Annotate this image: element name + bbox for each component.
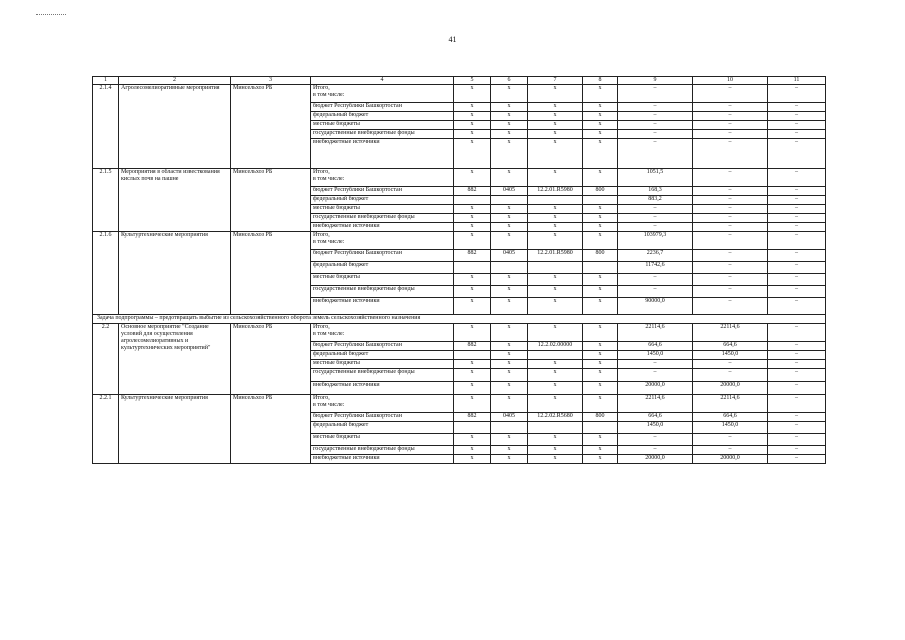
value-cell-c9: –: [618, 214, 693, 223]
value-cell-c11: –: [768, 205, 826, 214]
value-cell-c7: x: [528, 103, 583, 112]
value-cell-c5: x: [454, 130, 491, 139]
value-cell-c9: –: [618, 434, 693, 446]
value-cell-c9: 22114,6: [618, 395, 693, 413]
value-cell-c11: –: [768, 351, 826, 360]
value-cell-c7: 12.2.01.R5980: [528, 250, 583, 262]
value-cell-c11: –: [768, 121, 826, 130]
value-cell-c6: x: [491, 85, 528, 103]
value-cell-c7: x: [528, 169, 583, 187]
header-row: [93, 77, 826, 85]
value-cell-c10: 664,6: [693, 413, 768, 422]
value-cell-c10: –: [693, 112, 768, 121]
value-cell-c9: 664,6: [618, 342, 693, 351]
value-cell-c5: x: [454, 286, 491, 298]
funding-source-label: Итого, в том числе:: [311, 169, 454, 187]
value-cell-c8: x: [583, 324, 618, 342]
value-cell-c7: x: [528, 214, 583, 223]
value-cell-c11: –: [768, 382, 826, 395]
value-cell-c11: –: [768, 360, 826, 369]
value-cell-c7: x: [528, 205, 583, 214]
value-cell-c10: –: [693, 130, 768, 139]
value-cell-c8: x: [583, 286, 618, 298]
value-cell-c5: x: [454, 324, 491, 342]
value-cell-c7: x: [528, 395, 583, 413]
value-cell-c8: x: [583, 130, 618, 139]
value-cell-c8: x: [583, 455, 618, 464]
value-cell-c9: –: [618, 112, 693, 121]
value-cell-c11: –: [768, 250, 826, 262]
value-cell-c10: 1450,0: [693, 422, 768, 434]
value-cell-c11: –: [768, 223, 826, 232]
table-row: [93, 232, 826, 250]
funding-source-label: бюджет Республики Башкортостан: [311, 250, 454, 262]
value-cell-c6: 0405: [491, 413, 528, 422]
header-cell: 10: [693, 77, 768, 85]
section-name: Культуртехнические мероприятия: [119, 395, 231, 464]
value-cell-c6: x: [491, 139, 528, 169]
value-cell-c11: –: [768, 446, 826, 455]
header-cell: 2: [119, 77, 231, 85]
value-cell-c10: –: [693, 250, 768, 262]
value-cell-c5: x: [454, 455, 491, 464]
value-cell-c10: –: [693, 369, 768, 382]
value-cell-c10: 22114,6: [693, 324, 768, 342]
funding-source-label: федеральный бюджет: [311, 262, 454, 274]
value-cell-c7: x: [528, 85, 583, 103]
funding-source-label: государственные внебюджетные фонды: [311, 446, 454, 455]
value-cell-c7: x: [528, 121, 583, 130]
value-cell-c8: x: [583, 369, 618, 382]
table-row: [93, 324, 826, 342]
section-code: 2.1.4: [93, 85, 119, 169]
value-cell-c8: 800: [583, 250, 618, 262]
value-cell-c8: [583, 262, 618, 274]
table-row: [93, 395, 826, 413]
header-cell: 11: [768, 77, 826, 85]
funding-source-label: федеральный бюджет: [311, 196, 454, 205]
funding-source-label: Итого, в том числе:: [311, 85, 454, 103]
value-cell-c5: 882: [454, 250, 491, 262]
page-number: 41: [448, 35, 457, 44]
value-cell-c10: –: [693, 232, 768, 250]
funding-source-label: местные бюджеты: [311, 434, 454, 446]
value-cell-c10: –: [693, 446, 768, 455]
funding-source-label: государственные внебюджетные фонды: [311, 286, 454, 298]
value-cell-c6: x: [491, 351, 528, 360]
value-cell-c11: –: [768, 130, 826, 139]
value-cell-c6: 0405: [491, 187, 528, 196]
value-cell-c6: x: [491, 232, 528, 250]
value-cell-c10: –: [693, 103, 768, 112]
value-cell-c8: x: [583, 205, 618, 214]
value-cell-c9: –: [618, 360, 693, 369]
value-cell-c11: –: [768, 434, 826, 446]
value-cell-c8: x: [583, 446, 618, 455]
value-cell-c10: –: [693, 286, 768, 298]
funding-source-label: местные бюджеты: [311, 274, 454, 286]
funding-source-label: местные бюджеты: [311, 121, 454, 130]
value-cell-c10: –: [693, 196, 768, 205]
task-row: [93, 315, 826, 324]
value-cell-c10: –: [693, 205, 768, 214]
value-cell-c7: 12.2.02.00000: [528, 342, 583, 351]
value-cell-c11: –: [768, 369, 826, 382]
value-cell-c11: –: [768, 196, 826, 205]
funding-source-label: местные бюджеты: [311, 205, 454, 214]
value-cell-c5: [454, 196, 491, 205]
value-cell-c9: 664,6: [618, 413, 693, 422]
value-cell-c8: x: [583, 103, 618, 112]
value-cell-c11: –: [768, 262, 826, 274]
value-cell-c11: –: [768, 395, 826, 413]
section-name: Агролесомелиоративные мероприятия: [119, 85, 231, 169]
value-cell-c8: x: [583, 169, 618, 187]
value-cell-c11: –: [768, 214, 826, 223]
section-executor: Минсельхоз РБ: [231, 169, 311, 232]
value-cell-c11: –: [768, 286, 826, 298]
value-cell-c6: x: [491, 382, 528, 395]
value-cell-c11: –: [768, 169, 826, 187]
funding-source-label: государственные внебюджетные фонды: [311, 130, 454, 139]
value-cell-c10: 20000,0: [693, 382, 768, 395]
value-cell-c7: 12.2.02.R5680: [528, 413, 583, 422]
value-cell-c11: –: [768, 112, 826, 121]
value-cell-c5: x: [454, 139, 491, 169]
value-cell-c7: x: [528, 223, 583, 232]
value-cell-c6: x: [491, 169, 528, 187]
funding-source-label: государственные внебюджетные фонды: [311, 369, 454, 382]
funding-source-label: федеральный бюджет: [311, 422, 454, 434]
value-cell-c6: x: [491, 103, 528, 112]
value-cell-c8: x: [583, 121, 618, 130]
value-cell-c6: [491, 262, 528, 274]
value-cell-c6: x: [491, 434, 528, 446]
funding-source-label: бюджет Республики Башкортостан: [311, 342, 454, 351]
header-cell: 6: [491, 77, 528, 85]
value-cell-c9: –: [618, 85, 693, 103]
value-cell-c5: [454, 422, 491, 434]
value-cell-c8: x: [583, 214, 618, 223]
value-cell-c5: [454, 262, 491, 274]
value-cell-c9: 11742,6: [618, 262, 693, 274]
value-cell-c9: –: [618, 274, 693, 286]
value-cell-c8: x: [583, 382, 618, 395]
value-cell-c7: [528, 422, 583, 434]
value-cell-c6: x: [491, 446, 528, 455]
section-code: 2.2.1: [93, 395, 119, 464]
value-cell-c5: x: [454, 395, 491, 413]
value-cell-c9: 883,2: [618, 196, 693, 205]
value-cell-c10: –: [693, 121, 768, 130]
value-cell-c9: –: [618, 369, 693, 382]
section-executor: Минсельхоз РБ: [231, 395, 311, 464]
value-cell-c5: x: [454, 298, 491, 315]
value-cell-c7: x: [528, 286, 583, 298]
value-cell-c7: [528, 351, 583, 360]
value-cell-c8: 800: [583, 187, 618, 196]
funding-source-label: государственные внебюджетные фонды: [311, 214, 454, 223]
value-cell-c7: x: [528, 298, 583, 315]
value-cell-c7: x: [528, 446, 583, 455]
value-cell-c5: x: [454, 205, 491, 214]
value-cell-c7: x: [528, 382, 583, 395]
value-cell-c5: x: [454, 112, 491, 121]
value-cell-c10: –: [693, 214, 768, 223]
value-cell-c11: –: [768, 103, 826, 112]
funding-source-label: бюджет Республики Башкортостан: [311, 413, 454, 422]
value-cell-c7: x: [528, 360, 583, 369]
value-cell-c6: x: [491, 369, 528, 382]
funding-source-label: внебюджетные источники: [311, 223, 454, 232]
task-text: Задача подпрограммы – предотвращать выбытие из сельскохозяйственного оборота земель сельскохозяйственного назначения: [93, 315, 826, 324]
value-cell-c8: x: [583, 274, 618, 286]
value-cell-c10: –: [693, 434, 768, 446]
section-code: 2.1.6: [93, 232, 119, 315]
value-cell-c10: –: [693, 262, 768, 274]
value-cell-c7: x: [528, 232, 583, 250]
value-cell-c6: x: [491, 324, 528, 342]
value-cell-c5: x: [454, 434, 491, 446]
value-cell-c5: 882: [454, 187, 491, 196]
value-cell-c9: –: [618, 103, 693, 112]
funding-source-label: Итого, в том числе:: [311, 232, 454, 250]
value-cell-c5: x: [454, 446, 491, 455]
funding-source-label: бюджет Республики Башкортостан: [311, 103, 454, 112]
value-cell-c9: 2236,7: [618, 250, 693, 262]
value-cell-c10: –: [693, 169, 768, 187]
value-cell-c9: 1450,0: [618, 422, 693, 434]
value-cell-c11: –: [768, 413, 826, 422]
value-cell-c7: x: [528, 274, 583, 286]
value-cell-c9: 20000,0: [618, 455, 693, 464]
value-cell-c11: –: [768, 298, 826, 315]
value-cell-c11: –: [768, 232, 826, 250]
value-cell-c6: x: [491, 130, 528, 139]
value-cell-c7: [528, 262, 583, 274]
value-cell-c11: –: [768, 342, 826, 351]
value-cell-c7: 12.2.01.R5980: [528, 187, 583, 196]
funding-source-label: внебюджетные источники: [311, 382, 454, 395]
value-cell-c9: 1450,0: [618, 351, 693, 360]
value-cell-c8: x: [583, 223, 618, 232]
section-executor: Минсельхоз РБ: [231, 232, 311, 315]
value-cell-c9: –: [618, 286, 693, 298]
value-cell-c8: x: [583, 351, 618, 360]
value-cell-c8: x: [583, 139, 618, 169]
value-cell-c7: x: [528, 139, 583, 169]
value-cell-c9: –: [618, 130, 693, 139]
value-cell-c5: x: [454, 103, 491, 112]
value-cell-c7: x: [528, 434, 583, 446]
value-cell-c11: –: [768, 274, 826, 286]
value-cell-c11: –: [768, 85, 826, 103]
value-cell-c11: –: [768, 187, 826, 196]
value-cell-c8: x: [583, 360, 618, 369]
value-cell-c6: x: [491, 223, 528, 232]
value-cell-c11: –: [768, 324, 826, 342]
value-cell-c8: x: [583, 85, 618, 103]
table-body: [93, 85, 826, 464]
header-cell: 5: [454, 77, 491, 85]
value-cell-c8: x: [583, 112, 618, 121]
value-cell-c10: –: [693, 139, 768, 169]
value-cell-c5: x: [454, 369, 491, 382]
value-cell-c9: –: [618, 446, 693, 455]
value-cell-c8: x: [583, 342, 618, 351]
header-cell: 4: [311, 77, 454, 85]
value-cell-c10: 1450,0: [693, 351, 768, 360]
value-cell-c5: [454, 351, 491, 360]
value-cell-c6: x: [491, 395, 528, 413]
value-cell-c6: x: [491, 214, 528, 223]
value-cell-c6: [491, 422, 528, 434]
value-cell-c8: x: [583, 298, 618, 315]
scan-mark: [36, 14, 66, 15]
value-cell-c5: x: [454, 232, 491, 250]
value-cell-c10: –: [693, 360, 768, 369]
funding-source-label: федеральный бюджет: [311, 351, 454, 360]
value-cell-c5: x: [454, 274, 491, 286]
value-cell-c8: [583, 422, 618, 434]
header-cell: 7: [528, 77, 583, 85]
value-cell-c6: x: [491, 286, 528, 298]
value-cell-c6: x: [491, 274, 528, 286]
section-name: Культуртехнические мероприятия: [119, 232, 231, 315]
value-cell-c10: 20000,0: [693, 455, 768, 464]
value-cell-c5: 882: [454, 413, 491, 422]
funding-source-label: внебюджетные источники: [311, 455, 454, 464]
section-code: 2.1.5: [93, 169, 119, 232]
value-cell-c9: 20000,0: [618, 382, 693, 395]
value-cell-c11: –: [768, 455, 826, 464]
value-cell-c11: –: [768, 422, 826, 434]
funding-source-label: внебюджетные источники: [311, 298, 454, 315]
value-cell-c9: 1051,5: [618, 169, 693, 187]
value-cell-c9: –: [618, 121, 693, 130]
value-cell-c6: x: [491, 205, 528, 214]
value-cell-c10: –: [693, 274, 768, 286]
budget-table: [92, 76, 826, 464]
header-cell: 9: [618, 77, 693, 85]
value-cell-c5: 882: [454, 342, 491, 351]
value-cell-c7: [528, 196, 583, 205]
value-cell-c10: 664,6: [693, 342, 768, 351]
value-cell-c10: –: [693, 85, 768, 103]
value-cell-c7: x: [528, 455, 583, 464]
value-cell-c5: x: [454, 121, 491, 130]
value-cell-c9: –: [618, 139, 693, 169]
value-cell-c7: x: [528, 369, 583, 382]
value-cell-c10: –: [693, 187, 768, 196]
value-cell-c5: x: [454, 360, 491, 369]
value-cell-c8: [583, 196, 618, 205]
value-cell-c11: –: [768, 139, 826, 169]
funding-source-label: Итого, в том числе:: [311, 395, 454, 413]
value-cell-c9: 22114,6: [618, 324, 693, 342]
section-executor: Минсельхоз РБ: [231, 324, 311, 395]
value-cell-c5: x: [454, 214, 491, 223]
value-cell-c7: x: [528, 130, 583, 139]
table-row: [93, 85, 826, 103]
value-cell-c6: [491, 196, 528, 205]
funding-source-label: Итого, в том числе:: [311, 324, 454, 342]
value-cell-c5: x: [454, 85, 491, 103]
value-cell-c6: x: [491, 342, 528, 351]
value-cell-c8: x: [583, 232, 618, 250]
value-cell-c9: –: [618, 205, 693, 214]
funding-source-label: федеральный бюджет: [311, 112, 454, 121]
funding-source-label: внебюджетные источники: [311, 139, 454, 169]
value-cell-c6: 0405: [491, 250, 528, 262]
value-cell-c6: x: [491, 112, 528, 121]
value-cell-c8: x: [583, 395, 618, 413]
value-cell-c10: 22114,6: [693, 395, 768, 413]
value-cell-c6: x: [491, 121, 528, 130]
value-cell-c9: 168,3: [618, 187, 693, 196]
section-name: Основное мероприятие "Создание условий для осуществления агролесомелиоративных и культуртехнических мероприятий": [119, 324, 231, 395]
funding-source-label: бюджет Республики Башкортостан: [311, 187, 454, 196]
value-cell-c5: x: [454, 223, 491, 232]
header-cell: 8: [583, 77, 618, 85]
value-cell-c7: x: [528, 324, 583, 342]
value-cell-c9: 103979,3: [618, 232, 693, 250]
value-cell-c7: x: [528, 112, 583, 121]
value-cell-c6: x: [491, 298, 528, 315]
section-executor: Минсельхоз РБ: [231, 85, 311, 169]
section-name: Мероприятия в области известкования кислых почв на пашне: [119, 169, 231, 232]
value-cell-c6: x: [491, 360, 528, 369]
header-cell: 3: [231, 77, 311, 85]
value-cell-c9: –: [618, 223, 693, 232]
section-code: 2.2: [93, 324, 119, 395]
value-cell-c5: x: [454, 169, 491, 187]
value-cell-c8: x: [583, 434, 618, 446]
funding-source-label: местные бюджеты: [311, 360, 454, 369]
value-cell-c9: 90000,0: [618, 298, 693, 315]
value-cell-c10: –: [693, 298, 768, 315]
header-cell: 1: [93, 77, 119, 85]
value-cell-c6: x: [491, 455, 528, 464]
value-cell-c8: 800: [583, 413, 618, 422]
table-row: [93, 169, 826, 187]
value-cell-c10: –: [693, 223, 768, 232]
value-cell-c5: x: [454, 382, 491, 395]
